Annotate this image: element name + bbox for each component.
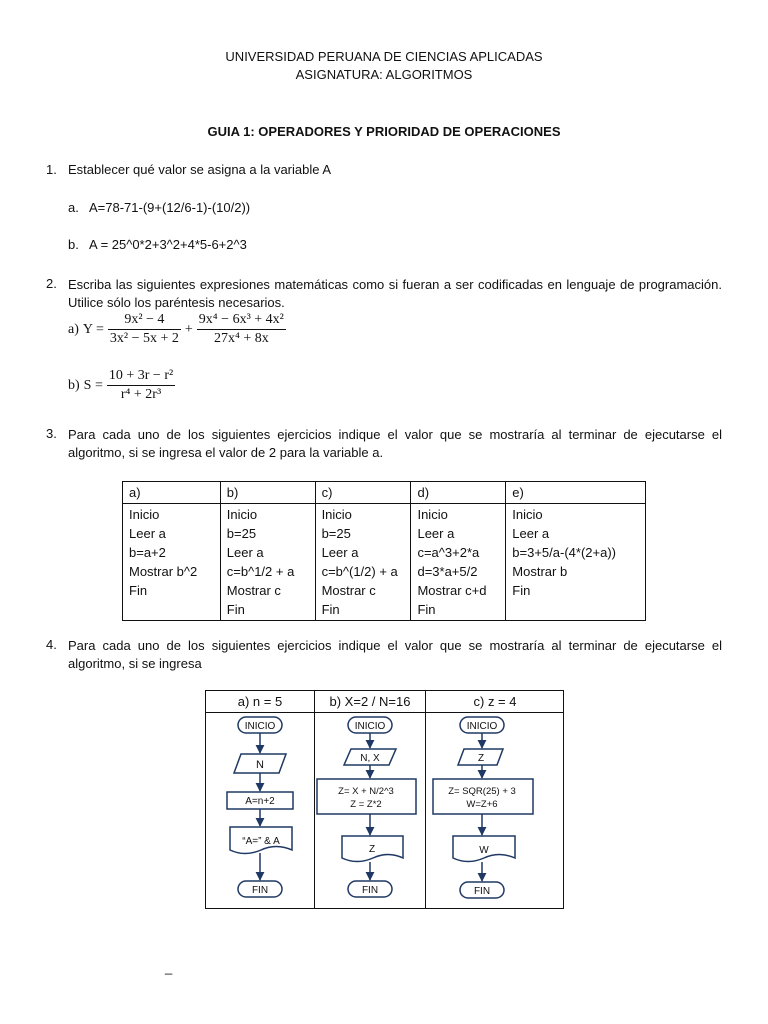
algorithm-d-line: c=a^3+2*a	[417, 545, 480, 560]
algorithm-c-line: b=25	[321, 526, 351, 541]
q2-number: 2.	[46, 276, 57, 291]
q4-text: Para cada uno de los siguientes ejercicios indique el valor que se mostraría al terminar de ejecutarse el algoritmo, si se ingresa	[68, 638, 722, 671]
course-name: ASIGNATURA: ALGORITMOS	[295, 67, 473, 82]
flow-c-process-line-2: W=Z+6	[466, 799, 498, 810]
algorithm-e-line: Leer a	[512, 526, 550, 541]
q3-text: Para cada uno de los siguientes ejercicios indique el valor que se mostraría al terminar de ejecutarse el algoritmo, si se ingresa el valor de 2 para la variable a.	[68, 427, 722, 460]
algorithms-table	[122, 481, 646, 621]
flow-c-input-label: Z	[477, 753, 485, 764]
algorithm-c-line: c=b^(1/2) + a	[321, 564, 398, 579]
q2b-fraction	[107, 368, 175, 403]
flow-c-end-label: FIN	[473, 886, 491, 897]
table-header-c: c)	[315, 482, 411, 504]
flowchart-a-header: a) n = 5	[237, 694, 283, 709]
algorithm-d-cell	[411, 504, 506, 621]
q2b-fraction-numerator: 10 + 3r − r²	[108, 368, 174, 383]
table-header-a: a)	[123, 482, 221, 504]
flow-a-start-label: INICIO	[244, 721, 276, 732]
algorithm-c-line: Inicio	[321, 507, 352, 522]
algorithm-b-line: c=b^1/2 + a	[226, 564, 295, 579]
algorithm-c-line: Mostrar c	[321, 583, 376, 598]
q2a-plus-operator: +	[184, 321, 193, 337]
q1b-label: b.	[68, 237, 79, 252]
algorithm-c-line: Leer a	[321, 545, 359, 560]
table-body-row	[123, 504, 646, 621]
algorithm-d-line: Mostrar c+d	[417, 583, 487, 598]
algorithm-b-line: b=25	[226, 526, 257, 541]
flow-a-input-label: N	[256, 759, 264, 771]
q1-text: Establecer qué valor se asigna a la variable A	[68, 162, 332, 177]
flow-c-output-label: W	[479, 845, 489, 856]
flowchart-b-header: b) X=2 / N=16	[329, 694, 411, 709]
algorithm-d-line: Leer a	[417, 526, 455, 541]
q2b-lhs: S =	[83, 377, 103, 393]
flow-a-process-label: A=n+2	[245, 796, 275, 807]
flow-c-start-label: INICIO	[466, 721, 498, 732]
flowcharts-table	[205, 690, 565, 910]
q2-text: Escriba las siguientes expresiones matemáticas como si fueran a ser codificadas en lenguaje de programación. Utilice sólo los paréntesis necesarios.	[68, 277, 722, 310]
algorithm-b-line: Leer a	[226, 545, 264, 560]
q2a-label: a)	[68, 321, 79, 337]
algorithm-d-line: Fin	[417, 602, 436, 617]
algorithm-e-line: b=3+5/a-(4*(2+a))	[512, 545, 616, 560]
algorithm-b-line: Mostrar c	[226, 583, 281, 598]
flow-b-process-line-2: Z = Z*2	[350, 799, 382, 810]
algorithm-c-cell	[315, 504, 411, 621]
flow-a-output-label: “A=” & A	[242, 836, 280, 847]
q2a-fraction-1	[108, 312, 181, 347]
q2a-lhs: Y =	[82, 321, 104, 337]
q1a-label: a.	[68, 200, 79, 215]
flow-b-output-label: Z	[368, 844, 376, 855]
algorithm-b-line: Fin	[226, 602, 245, 617]
q2a-fraction-2-denominator: 27x⁴ + 8x	[197, 329, 286, 347]
algorithm-d-line: d=3*a+5/2	[417, 564, 478, 579]
algorithm-a-line: Leer a	[129, 526, 166, 541]
algorithm-a-cell	[123, 504, 221, 621]
q2a-fraction-1-numerator: 9x² − 4	[124, 312, 165, 327]
algorithm-e-cell	[506, 504, 646, 621]
flow-a-end-label: FIN	[251, 885, 269, 896]
q2b-equation	[68, 368, 175, 403]
q2b-fraction-denominator: r⁴ + 2r³	[107, 385, 175, 403]
flow-c-process-line-1: Z= SQR(25) + 3	[448, 786, 516, 797]
algorithm-a-line: Fin	[129, 583, 148, 598]
q2a-fraction-2	[197, 312, 286, 347]
table-header-b: b)	[220, 482, 315, 504]
flow-b-process-line-1: Z= X + N/2^3	[338, 786, 394, 797]
q3-number: 3.	[46, 426, 57, 441]
flow-b-end-label: FIN	[361, 885, 379, 896]
flowchart-c-header: c) z = 4	[473, 694, 517, 709]
q1-number: 1.	[46, 162, 57, 177]
algorithm-d-line: Inicio	[417, 507, 448, 522]
algorithm-a-line: b=a+2	[129, 545, 166, 560]
flow-b-start-label: INICIO	[354, 721, 386, 732]
footer-mark: _	[165, 960, 173, 975]
q1a-expression: A=78-71-(9+(12/6-1)-(10/2))	[89, 200, 251, 215]
table-header-e: e)	[506, 482, 646, 504]
algorithm-c-line: Fin	[321, 602, 340, 617]
q2b-label: b)	[68, 377, 80, 393]
q1b-expression: A = 25^0*2+3^2+4*5-6+2^3	[89, 237, 247, 252]
q2a-fraction-2-numerator: 9x⁴ − 6x³ + 4x²	[198, 312, 284, 327]
university-name: UNIVERSIDAD PERUANA DE CIENCIAS APLICADAS	[225, 49, 543, 64]
algorithm-b-cell	[220, 504, 315, 621]
q2a-equation	[68, 312, 286, 347]
flow-b-input-label: N, X	[360, 753, 380, 764]
guide-title: GUIA 1: OPERADORES Y PRIORIDAD DE OPERACIONES	[207, 124, 561, 139]
algorithm-a-line: Mostrar b^2	[129, 564, 198, 579]
algorithm-e-line: Inicio	[512, 507, 543, 522]
table-header-row	[123, 482, 646, 504]
table-header-d: d)	[411, 482, 506, 504]
q2a-fraction-1-denominator: 3x² − 5x + 2	[109, 331, 179, 346]
algorithm-a-line: Inicio	[129, 507, 160, 522]
algorithm-b-line: Inicio	[226, 507, 258, 522]
algorithm-e-line: Fin	[512, 583, 531, 598]
q4-number: 4.	[46, 637, 57, 652]
algorithm-e-line: Mostrar b	[512, 564, 568, 579]
